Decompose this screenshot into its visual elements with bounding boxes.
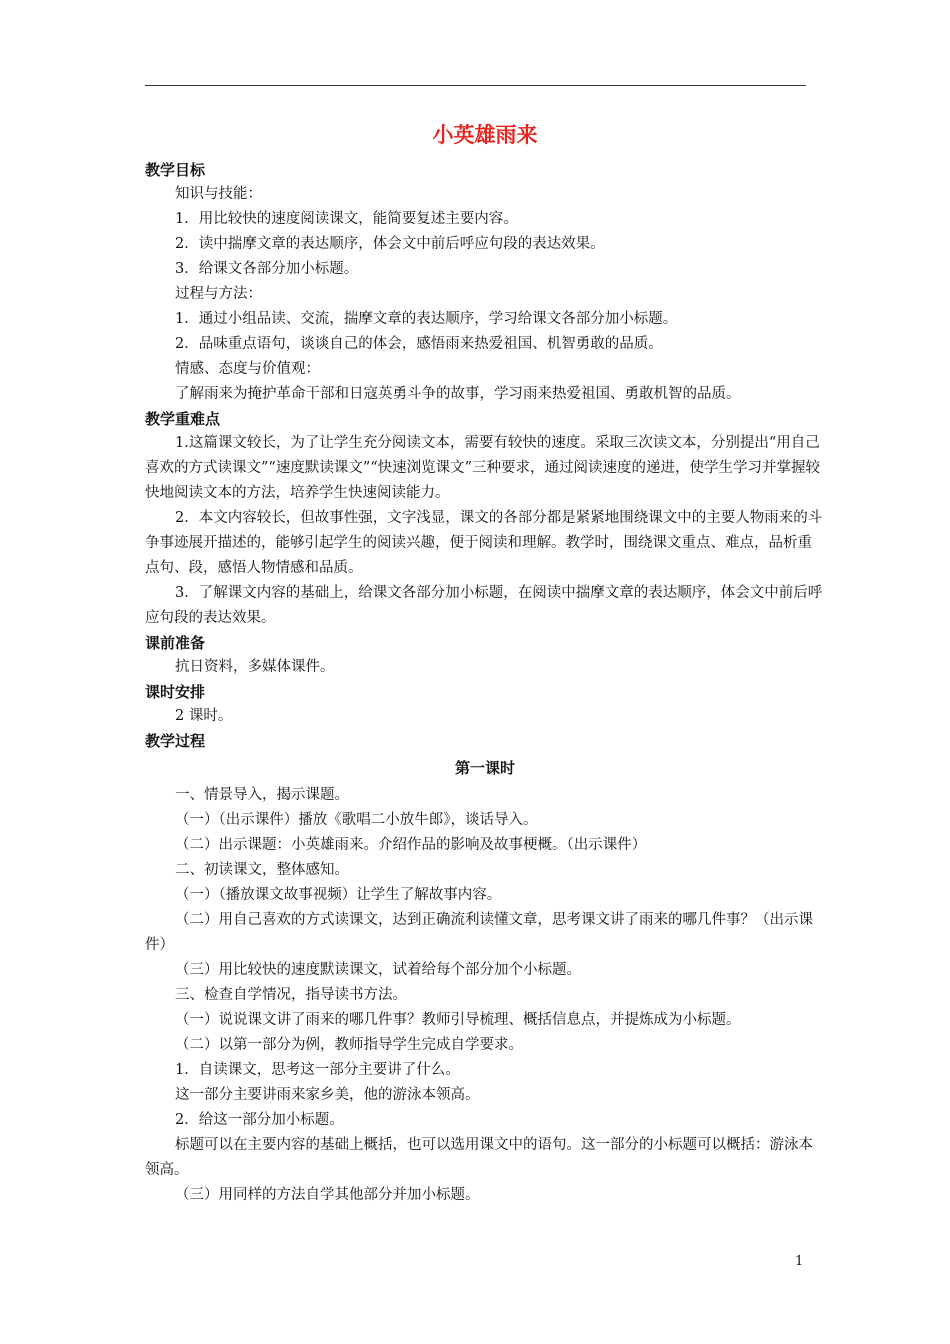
process-wrap-line: （二）用自己喜欢的方式读课文，达到正确流利读懂文章，思考课文讲了雨来的哪几件事？（出示课件）	[145, 912, 813, 953]
preparation-text: 抗日资料，多媒体课件。	[175, 659, 335, 675]
process-line: （一）（出示课件）播放《歌唱二小放牛郎》，谈话导入。	[175, 812, 538, 828]
emotion-text: 了解雨来为掩护革命干部和日寇英勇斗争的故事，学习雨来热爱祖国、勇敢机智的品质。	[175, 386, 741, 402]
process-line: 三、检查自学情况，指导读书方法。	[175, 987, 407, 1003]
process-line: 1．自读课文，思考这一部分主要讲了什么。	[175, 1062, 460, 1078]
process-line: （二）出示课题：小英雄雨来。介绍作品的影响及故事梗概。（出示课件）	[175, 837, 647, 853]
process-line: 这一部分主要讲雨来家乡美，他的游泳本领高。	[175, 1087, 480, 1103]
process-line: 二、初读课文，整体感知。	[175, 862, 349, 878]
process-line: （二）以第一部分为例，教师指导学生完成自学要求。	[175, 1037, 523, 1053]
process-line: （一）（播放课文故事视频）让学生了解故事内容。	[175, 887, 502, 903]
document-title: 小英雄雨来	[432, 123, 538, 147]
process-label: 过程与方法：	[175, 286, 262, 302]
process-line: （三）用比较快的速度默读课文，试着给每个部分加个小标题。	[175, 962, 581, 978]
key-point-paragraph: 1.这篇课文较长，为了让学生充分阅读文本，需要有较快的速度。采取三次读文本，分别提出“用自己喜欢的方式读课文”“速度默读课文”“快速浏览课文”三种要求，通过阅读速度的递进，使学生学习并掌握较快地阅读文本的方法，培养学生快速阅读能力。	[145, 435, 821, 501]
key-point-paragraph: 3．了解课文内容的基础上，给课文各部分加小标题，在阅读中揣摩文章的表达顺序，体会文中前后呼应句段的表达效果。	[145, 585, 823, 626]
process-wrap-line: 标题可以在主要内容的基础上概括，也可以选用课文中的语句。这一部分的小标题可以概括：游泳本领高。	[145, 1137, 813, 1178]
key-point-paragraph: 2．本文内容较长，但故事性强，文字浅显，课文的各部分都是紧紧地围绕课文中的主要人物雨来的斗争事迹展开描述的，能够引起学生的阅读兴趣，便于阅读和理解。教学时，围绕课文重点、难点，品析重点句、段，感悟人物情感和品质。	[145, 510, 823, 576]
section-heading-objectives: 教学目标	[145, 161, 206, 179]
knowledge-label: 知识与技能：	[175, 186, 262, 202]
process-item: 2．品味重点语句，谈谈自己的体会，感悟雨来热爱祖国、机智勇敢的品质。	[175, 336, 663, 352]
process-line: （三）用同样的方法自学其他部分并加小标题。	[175, 1187, 480, 1203]
lesson-title: 第一课时	[454, 759, 515, 777]
emotion-label: 情感、态度与价值观：	[175, 361, 320, 377]
document-page	[145, 118, 825, 1208]
knowledge-item: 2．读中揣摩文章的表达顺序，体会文中前后呼应句段的表达效果。	[175, 236, 605, 252]
page-number: 1	[795, 1254, 804, 1269]
knowledge-item: 1．用比较快的速度阅读课文，能简要复述主要内容。	[175, 211, 518, 227]
section-heading-schedule: 课时安排	[145, 683, 206, 701]
process-line: 一、情景导入，揭示课题。	[175, 787, 349, 803]
section-heading-preparation: 课前准备	[145, 634, 206, 652]
section-heading-process: 教学过程	[145, 732, 206, 750]
process-line: 2．给这一部分加小标题。	[175, 1112, 344, 1128]
header-rule	[145, 85, 806, 86]
process-item: 1．通过小组品读、交流，揣摩文章的表达顺序，学习给课文各部分加小标题。	[175, 311, 678, 327]
knowledge-item: 3．给课文各部分加小标题。	[175, 261, 359, 277]
section-heading-key-points: 教学重难点	[145, 410, 221, 428]
process-line: （一）说说课文讲了雨来的哪几件事？教师引导梳理、概括信息点，并提炼成为小标题。	[175, 1012, 741, 1028]
schedule-text: 2 课时。	[175, 708, 233, 724]
